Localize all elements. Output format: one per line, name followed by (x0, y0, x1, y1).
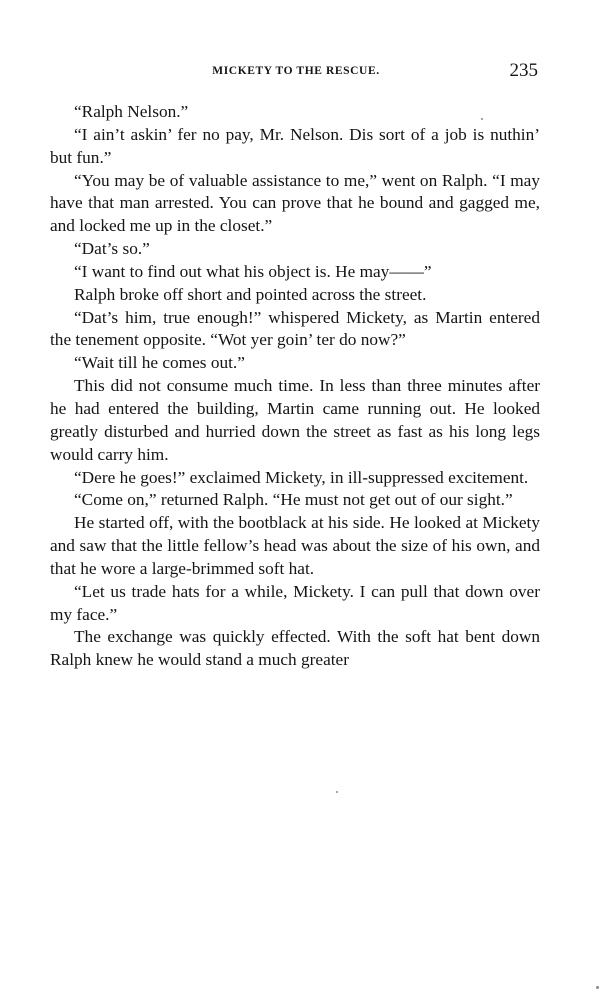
paragraph: “Dat’s him, true enough!” whispered Mickety, as Martin entered the tenement opposite. “Wot yer goin’ ter do now?” (50, 307, 540, 350)
paragraph: “Dat’s so.” (74, 239, 150, 259)
scan-speck (596, 986, 599, 989)
body-text (50, 101, 540, 672)
paragraph: The exchange was quickly effected. With the soft hat bent down Ralph knew he would stand a much greater (50, 627, 540, 670)
running-title: MICKETY TO THE RESCUE. (212, 65, 380, 77)
paragraph: “Come on,” returned Ralph. “He must not get out of our sight.” (74, 490, 513, 510)
paragraph: Ralph broke off short and pointed across the street. (74, 284, 427, 304)
paragraph: “I want to find out what his object is. He may——” (74, 261, 432, 281)
running-header (50, 59, 542, 85)
scan-speck (481, 118, 483, 120)
paragraph: “I ain’t askin’ fer no pay, Mr. Nelson. Dis sort of a job is nuthin’ but fun.” (50, 124, 540, 167)
paragraph: “You may be of valuable assistance to me,” went on Ralph. “I may have that man arrested. You can prove that he bound and gagged me, and locked me up in the closet.” (50, 170, 540, 236)
scan-speck (336, 791, 338, 793)
paragraph: “Ralph Nelson.” (74, 102, 189, 121)
paragraph: He started off, with the bootblack at his side. He looked at Mickety and saw that the little fellow’s head was about the size of his own, and that he wore a large-brimmed soft hat. (50, 513, 540, 578)
paragraph: This did not consume much time. In less than three minutes after he had entered the building, Martin came running out. He looked greatly disturbed and hurried down the street as fast as his long legs would carry him. (50, 376, 540, 464)
paragraph: “Dere he goes!” exclaimed Mickety, in ill-suppressed excitement. (74, 467, 529, 487)
paragraph: “Wait till he comes out.” (74, 353, 245, 373)
paragraph: “Let us trade hats for a while, Mickety. I can pull that down over my face.” (50, 581, 540, 624)
page-number: 235 (509, 60, 538, 81)
